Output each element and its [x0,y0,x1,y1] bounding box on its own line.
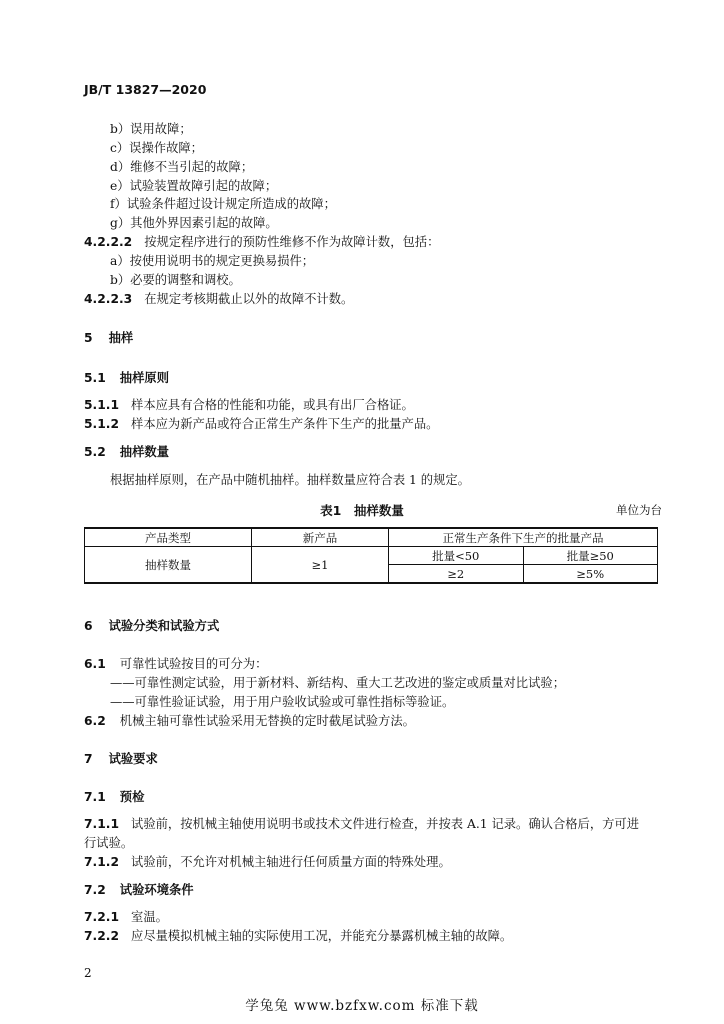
section-title: 试验分类和试验方式 [108,619,220,633]
section-title: 抽样 [108,331,134,345]
section-title: 试验环境条件 [119,883,194,897]
clause-number: 4.2.2.2 [84,235,133,249]
standard-number: JB/T 13827—2020 [84,82,207,97]
section-7-2-heading [84,882,194,898]
clause-6-2 [84,713,415,729]
clause-text: 按规定程序进行的预防性维修不作为故障计数，包括： [144,235,440,249]
section-title: 抽样数量 [119,445,169,459]
clause-continuation: 行试验。 [84,836,134,850]
list-item: e）试验装置故障引起的故障； [110,179,278,193]
clause-number: 7.2.2 [84,929,120,943]
clause-4-2-2-3 [84,291,353,307]
section-number: 5 [84,331,93,345]
list-item: g）其他外界因素引起的故障。 [110,216,278,230]
clause-number: 7.1.2 [84,855,120,869]
list-item: b）误用故障； [110,122,192,136]
table-cell: ≥5% [523,565,658,584]
section-number: 7.2 [84,883,106,897]
clause-text: 样本应具有合格的性能和功能，或具有出厂合格证。 [131,398,414,412]
clause-text: 试验前，按机械主轴使用说明书或技术文件进行检查，并按表 A.1 记录。确认合格后，方可进 [131,817,640,831]
section-title: 抽样原则 [119,371,169,385]
clause-7-2-1 [84,909,168,925]
list-item: c）误操作故障； [110,141,203,155]
watermark-footer: 学兔兔 www.bzfxw.com 标准下载 [245,998,479,1014]
clause-4-2-2-2 [84,234,439,250]
table-cell: 批量<50 [389,547,524,565]
section-5-2-heading [84,444,169,460]
clause-text: 可靠性试验按目的可分为： [119,657,268,671]
clause-text: 在规定考核期截止以外的故障不计数。 [144,292,354,306]
section-5-heading [84,330,133,346]
clause-text: 室温。 [131,910,168,924]
clause-text: 试验前，不允许对机械主轴进行任何质量方面的特殊处理。 [131,855,451,869]
clause-7-1-1 [84,816,639,832]
paragraph: 根据抽样原则，在产品中随机抽样。抽样数量应符合表 1 的规定。 [110,473,470,487]
clause-text: 样本应为新产品或符合正常生产条件下生产的批量产品。 [131,417,439,431]
clause-text: 应尽量模拟机械主轴的实际使用工况，并能充分暴露机械主轴的故障。 [131,929,513,943]
clause-number: 5.1.1 [84,398,120,412]
page-number: 2 [84,966,92,980]
table-header-cell: 正常生产条件下生产的批量产品 [389,528,658,547]
clause-7-2-2 [84,928,512,944]
clause-5-1-1 [84,397,414,413]
clause-number: 7.1.1 [84,817,120,831]
sampling-table [84,527,658,584]
clause-number: 5.1.2 [84,417,120,431]
clause-number: 4.2.2.3 [84,292,133,306]
table-cell: 批量≥50 [523,547,658,565]
dash-item: ——可靠性验证试验，用于用户验收试验或可靠性指标等验证。 [110,695,455,709]
clause-number: 6.2 [84,714,106,728]
table-header-cell: 产品类型 [85,528,252,547]
table-cell: ≥1 [252,547,389,584]
list-item: a）按使用说明书的规定更换易损件； [110,254,315,268]
table-unit: 单位为台 [616,503,662,517]
section-number: 6 [84,619,93,633]
section-number: 7 [84,752,93,766]
section-5-1-heading [84,370,169,386]
section-number: 5.1 [84,371,106,385]
table-caption: 表1 抽样数量 [320,503,404,518]
clause-number: 7.2.1 [84,910,120,924]
section-7-1-heading [84,789,144,805]
list-item: f）试验条件超过设计规定所造成的故障； [110,197,336,211]
dash-item: ——可靠性测定试验，用于新材料、新结构、重大工艺改进的鉴定或质量对比试验； [110,676,565,690]
table-header-cell: 新产品 [252,528,389,547]
list-item: d）维修不当引起的故障； [110,160,254,174]
clause-5-1-2 [84,416,438,432]
clause-text: 机械主轴可靠性试验采用无替换的定时截尾试验方法。 [119,714,415,728]
clause-number: 6.1 [84,657,106,671]
list-item: b）必要的调整和调校。 [110,273,241,287]
section-title: 预检 [119,790,145,804]
clause-6-1 [84,656,267,672]
section-7-heading [84,751,158,767]
section-number: 5.2 [84,445,106,459]
section-number: 7.1 [84,790,106,804]
section-title: 试验要求 [108,752,158,766]
section-6-heading [84,618,219,634]
clause-7-1-2 [84,854,451,870]
table-cell: ≥2 [389,565,524,584]
table-row-label: 抽样数量 [85,547,252,584]
